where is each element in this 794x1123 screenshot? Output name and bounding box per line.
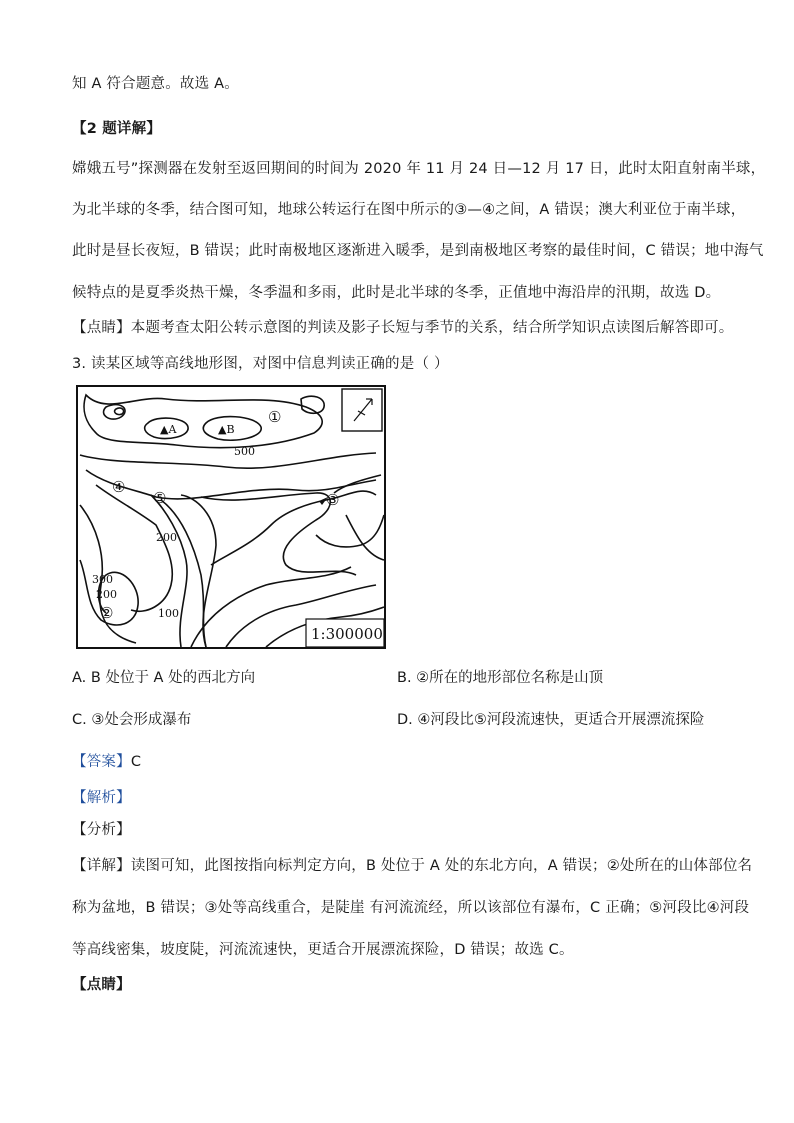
peak-b-text: B xyxy=(226,423,235,436)
text-line: 为北半球的冬季，结合图可知，地球公转运行在图中所示的③—④之间，A 错误；澳大利亚位于南半球， xyxy=(72,202,746,218)
analysis-heading: 【解析】 xyxy=(72,790,131,806)
contour-label-500: 500 xyxy=(234,445,255,458)
contour-label-200: 200 xyxy=(96,588,117,601)
contour-label-100: 100 xyxy=(158,607,179,620)
contour-map xyxy=(76,385,386,649)
marker-5: ⑤ xyxy=(153,489,167,507)
option-b: B. ②所在的地形部位名称是山顶 xyxy=(397,670,604,686)
section-heading: 【2 题详解】 xyxy=(72,121,162,137)
detail-line: 等高线密集，坡度陡，河流流速快，更适合开展漂流探险，D 错误；故选 C。 xyxy=(72,942,574,958)
peak-a-text: A xyxy=(168,423,177,436)
peak-b-label: ▲B xyxy=(218,423,235,436)
marker-2: ② xyxy=(100,604,114,622)
detail-label: 【详解】 xyxy=(72,858,131,874)
option-c: C. ③处会形成瀑布 xyxy=(72,712,192,728)
text-line: 知 A 符合题意。故选 A。 xyxy=(72,76,239,92)
answer-value: C xyxy=(130,754,142,770)
answer-line xyxy=(72,750,141,771)
text-line: 此时是昼长夜短，B 错误；此时南极地区逐渐进入暖季，是到南极地区考察的最佳时间，C 错误；地中海气 xyxy=(72,243,764,259)
tip-heading: 【点睛】 xyxy=(72,977,131,993)
marker-4: ④ xyxy=(112,478,126,496)
detail-line xyxy=(72,854,752,875)
option-a: A. B 处位于 A 处的西北方向 xyxy=(72,670,256,686)
peak-a-label: ▲A xyxy=(160,423,177,436)
contour-label-300: 300 xyxy=(92,573,113,586)
marker-1: ① xyxy=(268,408,282,426)
text-line: 候特点的是夏季炎热干燥，冬季温和多雨，此时是北半球的冬季，正值地中海沿岸的汛期，故选 D。 xyxy=(72,285,721,301)
text-line: 嫦娥五号”探测器在发射至返回期间的时间为 2020 年 11 月 24 日—12 月 17 日，此时太阳直射南半球， xyxy=(72,161,766,177)
tip-line: 【点睛】本题考查太阳公转示意图的判读及影子长短与季节的关系，结合所学知识点读图后解答即可。 xyxy=(72,320,734,336)
answer-label: 【答案】 xyxy=(72,754,131,770)
option-d: D. ④河段比⑤河段流速快，更适合开展漂流探险 xyxy=(397,712,705,728)
scale-label: 1:300000 xyxy=(311,625,383,643)
analysis-sub-heading: 【分析】 xyxy=(72,822,131,838)
marker-3: ③ xyxy=(326,491,340,509)
contour-label-200: 200 xyxy=(156,531,177,544)
detail-text: 读图可知，此图按指向标判定方向，B 处位于 A 处的东北方向，A 错误；②处所在的山体部位名 xyxy=(130,858,753,874)
question-title: 3. 读某区域等高线地形图，对图中信息判读正确的是（ ） xyxy=(72,356,449,372)
detail-line: 称为盆地，B 错误；③处等高线重合，是陡崖 有河流流经，所以该部位有瀑布，C 正确；⑤河段比④河段 xyxy=(72,900,750,916)
